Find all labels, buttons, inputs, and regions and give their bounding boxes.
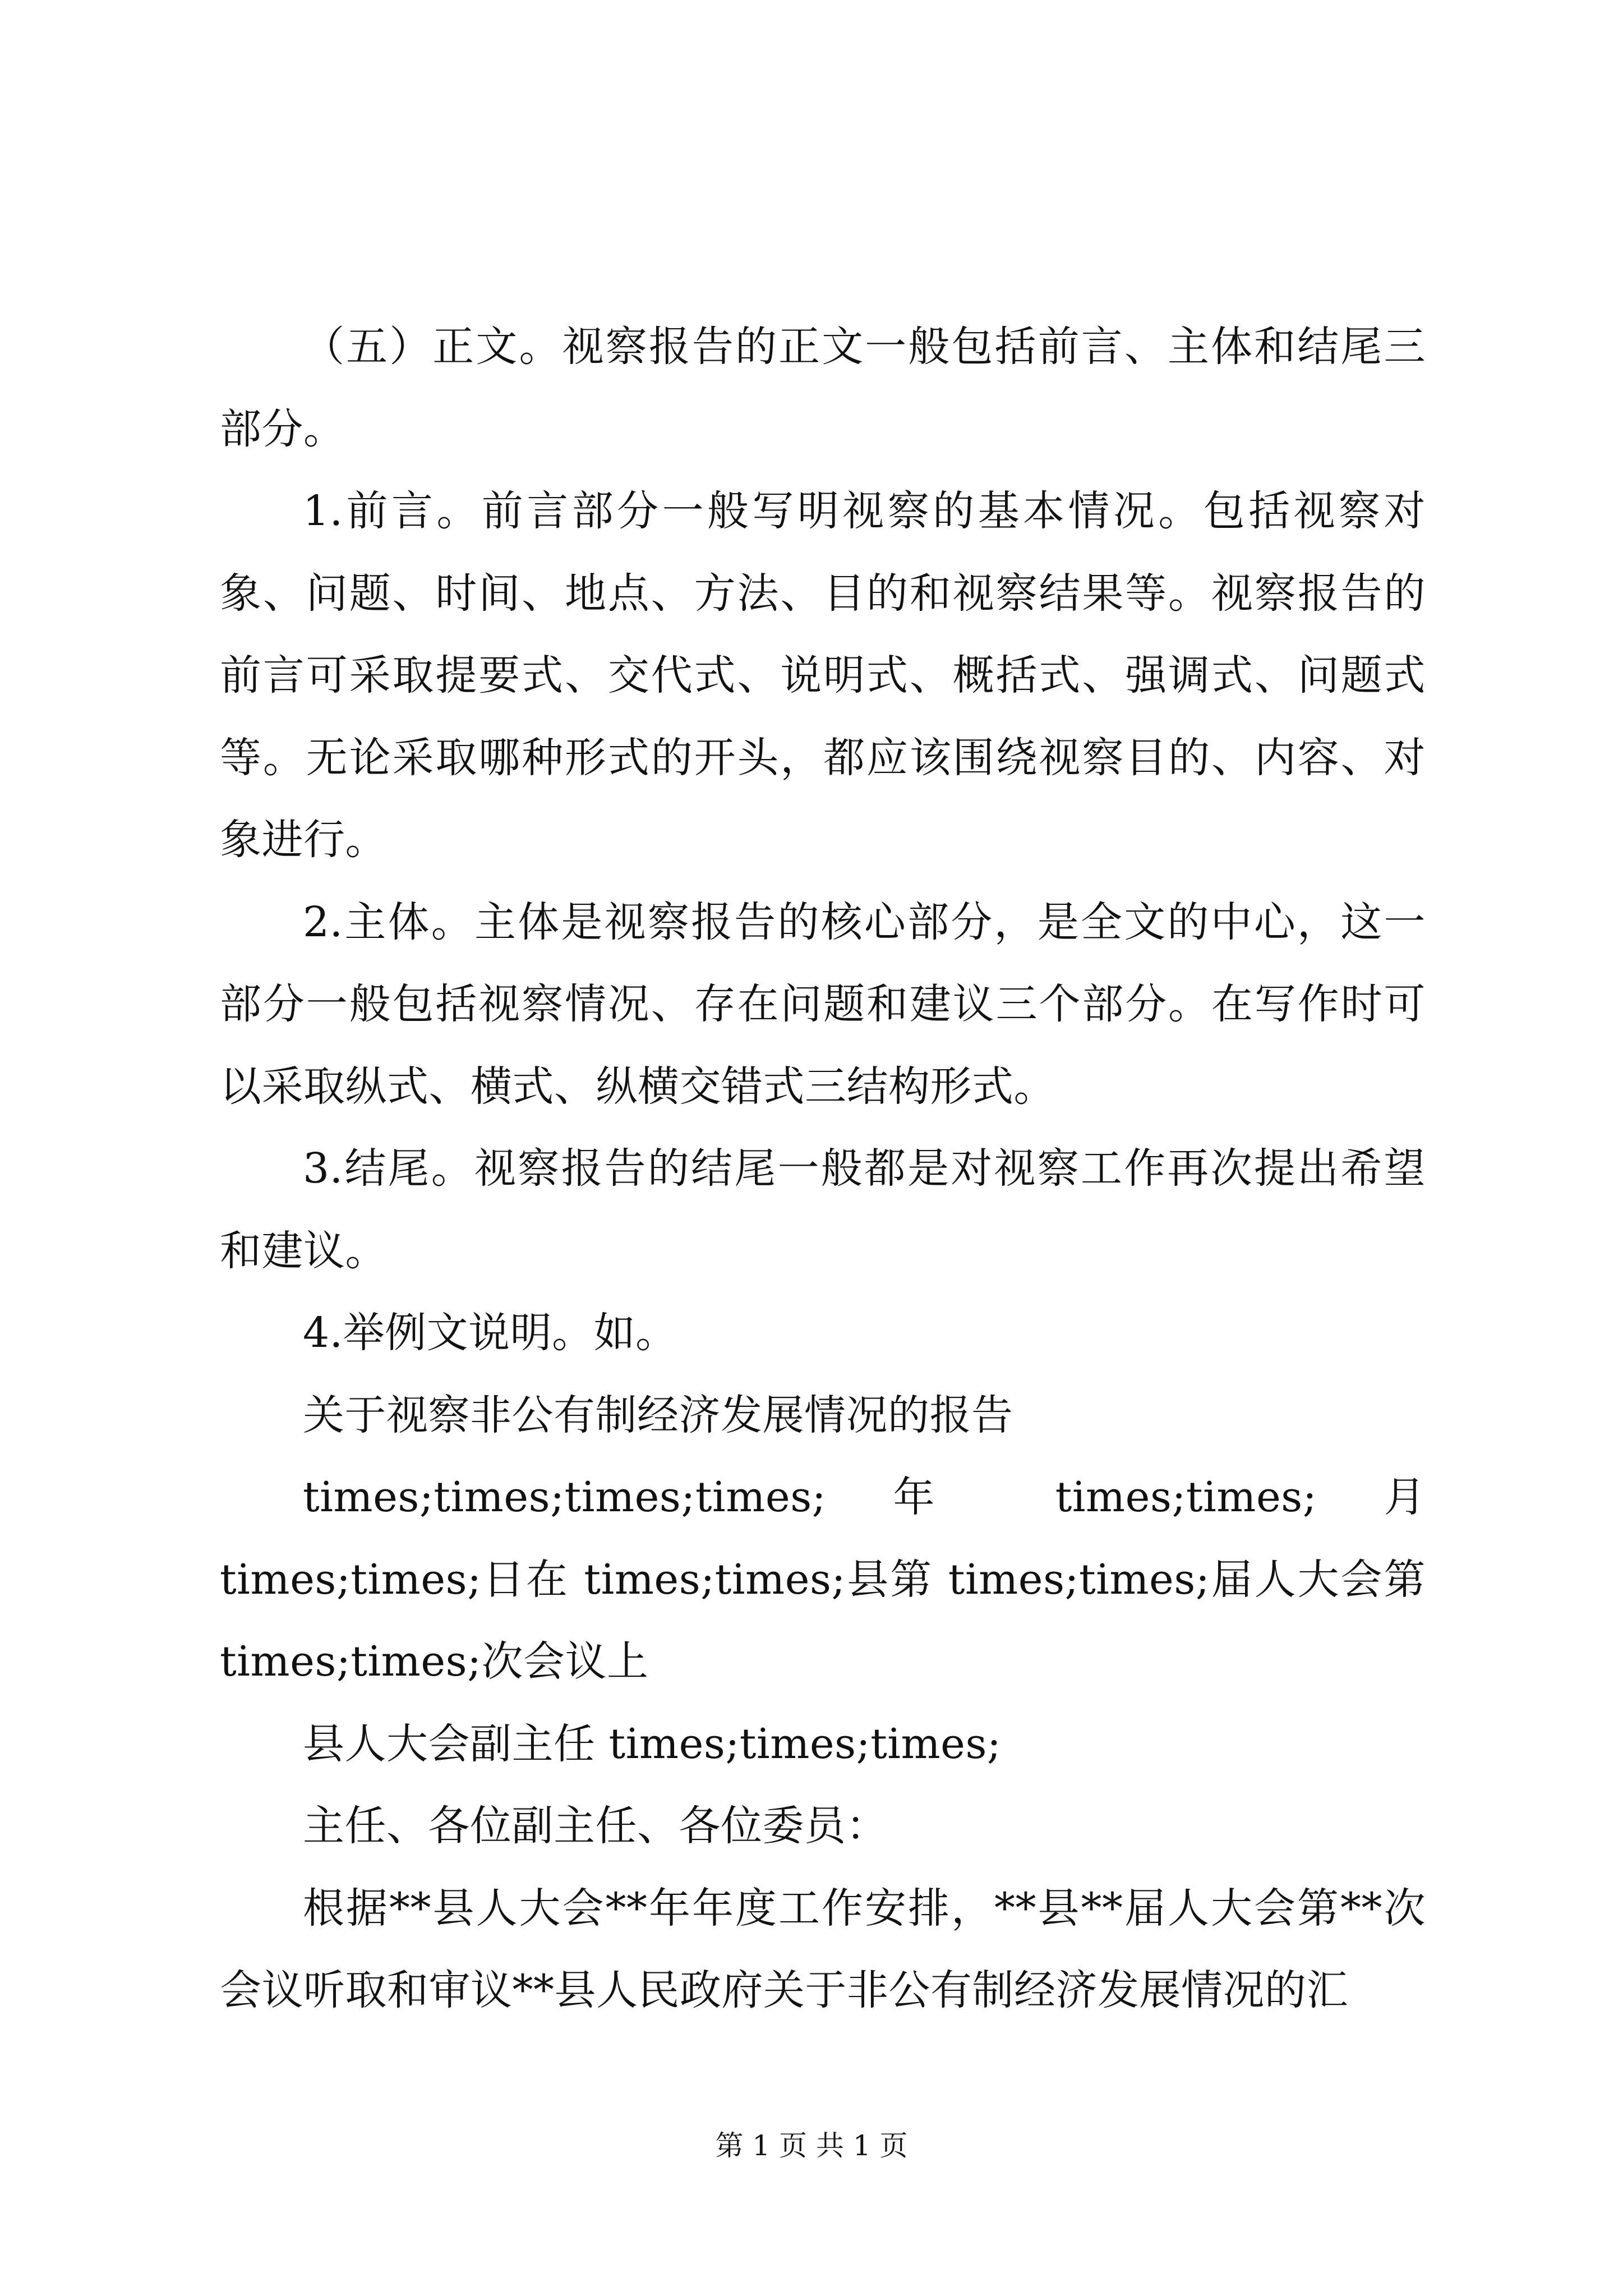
paragraph-preface: 1.前言。前言部分一般写明视察的基本情况。包括视察对象、问题、时间、地点、方法、目的和视察结果等。视察报告的前言可采取提要式、交代式、说明式、概括式、强调式、问题式等。无论采取哪种形式的开头，都应该围绕视察目的、内容、对象进行。 [220, 487, 1426, 864]
example-report-speaker: 县人大会副主任 times;times;times; [303, 1719, 1002, 1768]
document-body [220, 306, 1426, 2032]
paragraph-main-body: 2.主体。主体是视察报告的核心部分，是全文的中心，这一部分一般包括视察情况、存在问题和建议三个部分。在写作时可以采取纵式、横式、纵横交错式三结构形式。 [220, 898, 1426, 1111]
example-report-dateline: times;times;times;times; 年 times;times; 月 times;times;日在 times;times;县第 times;times;届人大会第 times;times;次会议上 [220, 1473, 1426, 1686]
paragraph-example-intro: 4.举例文说明。如。 [303, 1309, 677, 1357]
paragraph-ending: 3.结尾。视察报告的结尾一般都是对视察工作再次提出希望和建议。 [220, 1144, 1426, 1275]
example-report-opening: 根据**县人大会**年年度工作安排，**县**届人大会第**次会议听取和审议**县人民政府关于非公有制经济发展情况的汇 [220, 1884, 1426, 2014]
page-footer: 第 1 页 共 1 页 [715, 2129, 908, 2162]
example-report-title: 关于视察非公有制经济发展情况的报告 [303, 1391, 1013, 1439]
paragraph-section-five: （五）正文。视察报告的正文一般包括前言、主体和结尾三部分。 [220, 323, 1426, 453]
example-report-salutation: 主任、各位副主任、各位委员： [303, 1802, 888, 1850]
